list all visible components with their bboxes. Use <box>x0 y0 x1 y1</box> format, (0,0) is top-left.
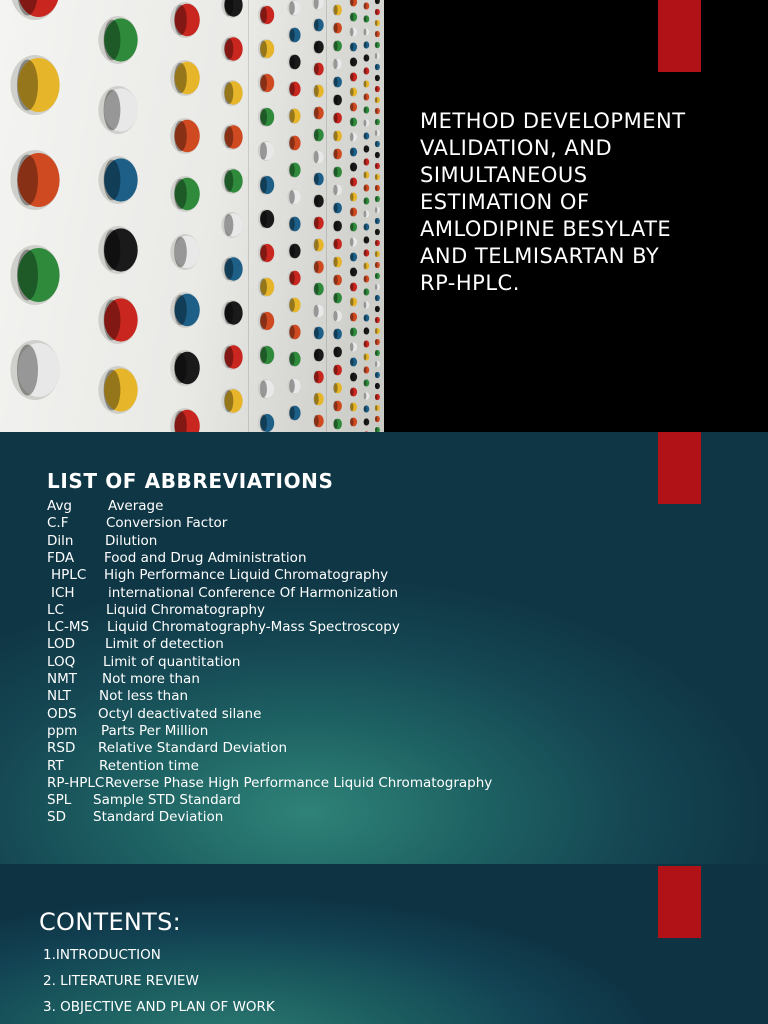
abbreviation-row <box>47 636 647 653</box>
red-accent-tab <box>658 0 701 72</box>
abbreviation-meaning: Liquid Chromatography-Mass Spectroscopy <box>107 619 400 636</box>
abbreviation-term: LC <box>47 601 64 618</box>
abbreviation-meaning: Sample STD Standard <box>93 792 241 809</box>
abbreviation-row <box>47 602 647 619</box>
abbreviation-term: LOD <box>47 636 76 653</box>
abbreviation-meaning: High Performance Liquid Chromatography <box>104 567 389 584</box>
presentation-title: METHOD DEVELOPMENT VALIDATION, AND SIMULTANEOUS ESTIMATION OF AMLODIPINE BESYLATE AND TELMISARTAN BY RP-HPLC. <box>420 109 686 295</box>
abbreviation-meaning: Not less than <box>99 688 189 705</box>
title-slide <box>0 0 768 432</box>
abbreviation-meaning: Not more than <box>102 671 200 687</box>
abbreviation-row <box>47 775 647 792</box>
abbreviation-meaning: Liquid Chromatography <box>106 601 265 618</box>
abbreviation-meaning: Conversion Factor <box>106 515 228 532</box>
abbreviation-row <box>47 740 647 757</box>
contents-item: 1.INTRODUCTION <box>43 947 161 963</box>
abbreviation-meaning: Parts Per Million <box>101 722 209 739</box>
abbreviation-row <box>47 619 647 636</box>
abbreviation-term: LC-MS <box>47 619 90 636</box>
contents-item: 3. OBJECTIVE AND PLAN OF WORK <box>43 999 275 1015</box>
abbreviation-term: SPL <box>47 792 72 809</box>
abbreviation-meaning: Standard Deviation <box>93 809 224 826</box>
abbreviation-meaning: Food and Drug Administration <box>104 549 307 566</box>
abbreviation-term: RP-HPLC <box>47 774 105 791</box>
abbreviation-row <box>47 567 647 584</box>
abbreviation-meaning: Octyl deactivated silane <box>98 705 262 722</box>
abbreviation-row <box>47 533 647 550</box>
abbreviation-meaning: Retention time <box>99 757 199 774</box>
abbreviation-term: ICH <box>51 584 75 601</box>
abbreviation-row <box>47 550 647 567</box>
abbreviation-term: ODS <box>47 705 77 722</box>
abbreviations-slide <box>0 432 768 864</box>
abbreviation-term: FDA <box>47 549 75 566</box>
abbreviation-meaning: Limit of detection <box>105 636 224 653</box>
red-accent-tab <box>658 866 701 938</box>
abbreviation-term: SD <box>47 809 66 826</box>
abbreviation-term: RSD <box>47 740 76 757</box>
abbreviation-meaning: Dilution <box>105 532 158 549</box>
contents-item: 2. LITERATURE REVIEW <box>43 973 199 989</box>
abbreviation-term: NMT <box>47 671 77 687</box>
perforated-wall-photo <box>0 0 384 432</box>
abbreviation-meaning: Reverse Phase High Performance Liquid Chromatography <box>105 774 493 791</box>
abbreviation-term: HPLC <box>51 567 87 584</box>
abbreviation-meaning: Average <box>108 498 164 514</box>
abbreviations-heading: LIST OF ABBREVIATIONS <box>47 469 334 493</box>
abbreviation-row <box>47 515 647 532</box>
contents-heading: CONTENTS: <box>39 908 182 936</box>
abbreviation-term: ppm <box>47 722 78 739</box>
abbreviation-term: Diln <box>47 532 74 549</box>
abbreviation-row <box>47 671 647 688</box>
abbreviation-meaning: international Conference Of Harmonization <box>108 584 398 601</box>
contents-slide <box>0 864 768 1024</box>
abbreviation-term: NLT <box>47 688 72 705</box>
colored-holes-image <box>0 0 384 432</box>
abbreviation-row <box>47 688 647 705</box>
abbreviation-row <box>47 585 647 602</box>
abbreviation-row <box>47 706 647 723</box>
abbreviation-term: C.F <box>47 515 69 532</box>
abbreviation-meaning: Limit of quantitation <box>103 653 241 670</box>
red-accent-tab <box>658 432 701 504</box>
abbreviation-term: LOQ <box>47 653 76 670</box>
abbreviation-term: Avg <box>47 498 73 514</box>
abbreviation-row <box>47 498 647 515</box>
abbreviation-row <box>47 758 647 775</box>
abbreviation-row <box>47 792 647 809</box>
abbreviation-row <box>47 809 647 826</box>
abbreviation-meaning: Relative Standard Deviation <box>98 740 288 757</box>
abbreviation-row <box>47 723 647 740</box>
abbreviation-row <box>47 654 647 671</box>
abbreviation-term: RT <box>47 757 64 774</box>
